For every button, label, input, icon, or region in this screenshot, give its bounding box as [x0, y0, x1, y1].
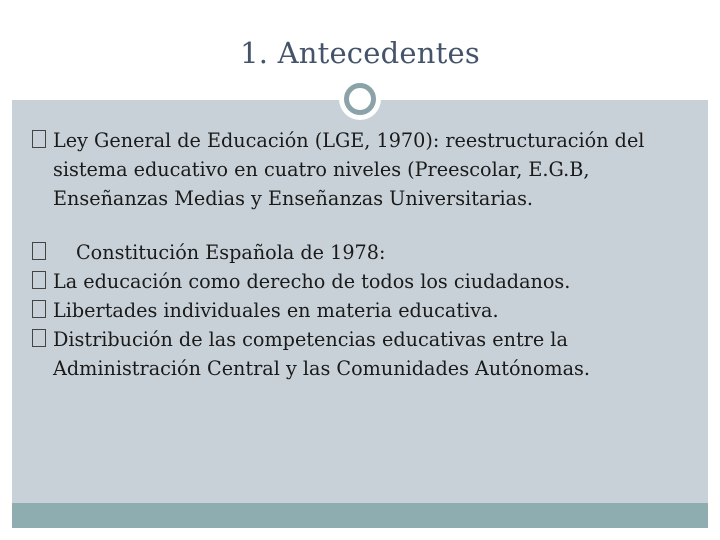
- bullet-text: La educación como derecho de todos los ciudadanos.: [53, 270, 571, 293]
- divider-line-right: [384, 98, 528, 99]
- bullet-text: Ley General de Educación (LGE, 1970): reestructuración del sistema educativo en cuatro niveles (Preescolar, E.G.B, Enseñanzas Medias y Enseñanzas Universitarias.: [53, 129, 645, 210]
- bullet-item: [32, 126, 692, 213]
- bullet-text: Constitución Española de 1978:: [76, 241, 386, 264]
- missing-glyph-box-icon: [32, 329, 46, 347]
- missing-glyph-box-icon: [32, 242, 46, 260]
- missing-glyph-box-icon: [32, 130, 46, 148]
- divider-line-left: [24, 98, 336, 99]
- ring-icon: [339, 78, 381, 120]
- bullet-item: [32, 296, 692, 325]
- footer-bar: [12, 503, 708, 528]
- bullet-text: Distribución de las competencias educativas entre la Administración Central y las Comunidades Autónomas.: [53, 328, 590, 380]
- bullet-item: [32, 267, 692, 296]
- bullet-text: Libertades individuales en materia educativa.: [53, 299, 499, 322]
- slide-title: 1. Antecedentes: [240, 36, 480, 70]
- missing-glyph-box-icon: [32, 271, 46, 289]
- ring-inner: [344, 83, 376, 115]
- missing-glyph-box-icon: [32, 300, 46, 318]
- bullet-list: [32, 126, 692, 383]
- bullet-item: [32, 238, 692, 267]
- bullet-item: [32, 325, 692, 383]
